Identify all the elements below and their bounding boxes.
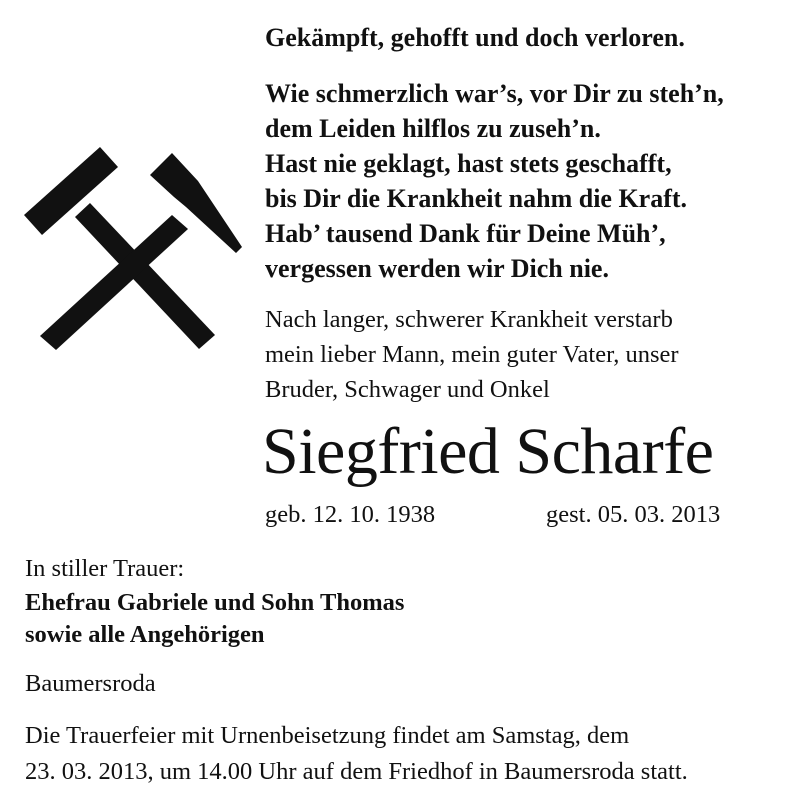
- place-name: Baumersroda: [25, 670, 156, 697]
- poem: [265, 76, 724, 286]
- intro-line: mein lieber Mann, mein guter Vater, unser: [265, 341, 679, 368]
- poem-line: Wie schmerzlich war’s, vor Dir zu steh’n,: [265, 79, 724, 108]
- poem-line: vergessen werden wir Dich nie.: [265, 254, 609, 283]
- intro-line: Nach langer, schwerer Krankheit verstarb: [265, 306, 673, 333]
- poem-line: bis Dir die Krankheit nahm die Kraft.: [265, 184, 688, 213]
- mourners-line: sowie alle Angehörigen: [25, 621, 265, 648]
- mourners-line: Ehefrau Gabriele und Sohn Thomas: [25, 589, 405, 616]
- intro-line: Bruder, Schwager und Onkel: [265, 376, 550, 403]
- motto-line: Gekämpft, gehofft und doch verloren.: [265, 23, 685, 52]
- funeral-line: 23. 03. 2013, um 14.00 Uhr auf dem Friedhof in Baumersroda statt.: [25, 758, 688, 785]
- crossed-hammers-icon: [22, 145, 244, 355]
- death-date: gest. 05. 03. 2013: [546, 501, 721, 528]
- funeral-line: Die Trauerfeier mit Urnenbeisetzung findet am Samstag, dem: [25, 722, 630, 749]
- deceased-name: Siegfried Scharfe: [262, 415, 714, 488]
- birth-date: geb. 12. 10. 1938: [265, 501, 436, 528]
- poem-line: Hab’ tausend Dank für Deine Müh’,: [265, 219, 666, 248]
- mourners: [25, 587, 404, 651]
- funeral-notice: [25, 718, 688, 790]
- poem-line: dem Leiden hilflos zu zuseh’n.: [265, 114, 601, 143]
- mourning-label: In stiller Trauer:: [25, 555, 185, 582]
- death-announcement-text: [265, 302, 679, 407]
- poem-line: Hast nie geklagt, hast stets geschafft,: [265, 149, 672, 178]
